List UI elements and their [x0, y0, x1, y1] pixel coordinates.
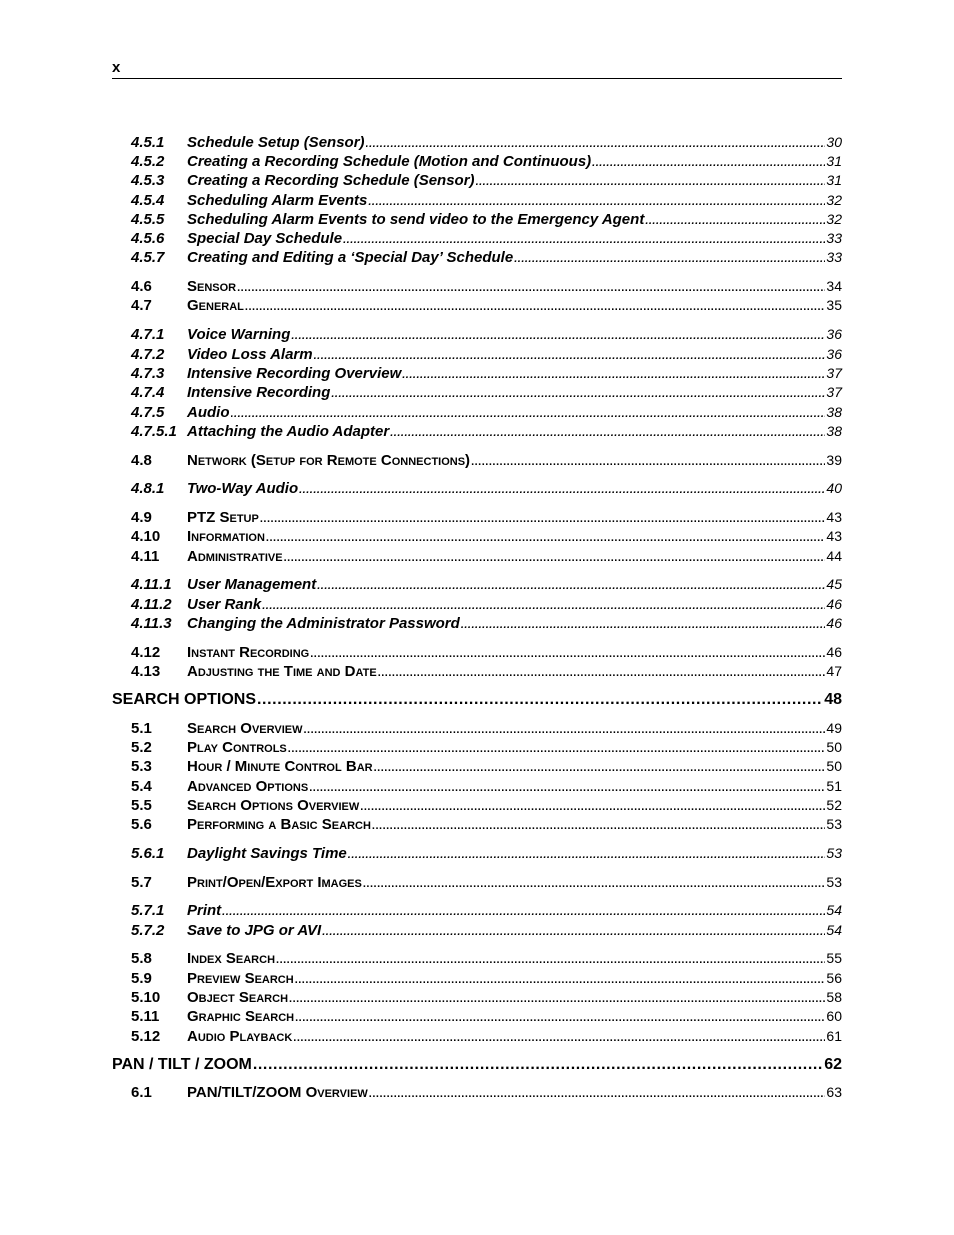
dot-leader	[303, 724, 825, 736]
toc-entry[interactable]	[112, 739, 842, 759]
toc-entry-title: PAN/TILT/ZOOM Overview	[187, 1084, 368, 1101]
toc-entry-page: 36	[826, 326, 842, 342]
toc-entry-title: Instant Recording	[187, 644, 310, 661]
dot-leader	[276, 954, 825, 966]
toc-entry-page: 61	[826, 1028, 842, 1044]
toc-entry-page: 33	[826, 230, 842, 246]
toc-entry-title: PAN / TILT / ZOOM	[112, 1056, 252, 1073]
toc-entry-number: 4.5.2	[131, 153, 165, 170]
toc-entry[interactable]	[112, 384, 842, 404]
toc-entry-number: 4.5.6	[131, 230, 165, 247]
toc-entry-page: 52	[826, 797, 842, 813]
toc-entry-number: 5.3	[131, 758, 152, 775]
dot-leader	[331, 388, 825, 400]
toc-entry-number: 5.5	[131, 797, 152, 814]
toc-entry-title: Daylight Savings Time	[187, 845, 347, 862]
toc-entry-number: 4.12	[131, 644, 161, 661]
toc-entry[interactable]	[112, 758, 842, 778]
toc-entry-page: 46	[826, 596, 842, 612]
toc-entry-title: Print	[187, 902, 222, 919]
toc-entry-title: Special Day Schedule	[187, 230, 343, 247]
toc-entry-number: 5.8	[131, 950, 152, 967]
toc-entry-title: Adjusting the Time and Date	[187, 663, 377, 680]
toc-entry[interactable]	[112, 644, 842, 664]
dot-leader	[471, 456, 825, 468]
dot-leader	[360, 801, 825, 813]
dot-leader	[284, 552, 826, 564]
toc-entry-page: 63	[826, 1084, 842, 1100]
toc-entry-page: 38	[826, 404, 842, 420]
toc-entry-number: 4.5.1	[131, 134, 165, 151]
toc-entry-title: Scheduling Alarm Events to send video to the Emergency Agent	[187, 211, 645, 228]
toc-entry-number: 4.5.5	[131, 211, 165, 228]
toc-entry[interactable]	[112, 615, 842, 635]
toc-entry-number: 4.6	[131, 278, 152, 295]
toc-entry-page: 58	[826, 989, 842, 1005]
toc-entry[interactable]	[112, 778, 842, 798]
toc-entry-number: 4.11	[131, 548, 160, 565]
toc-entry-page: 44	[826, 548, 842, 564]
toc-entry-page: 37	[826, 365, 842, 381]
toc-entry-title: SEARCH OPTIONS	[112, 691, 257, 708]
toc-entry-page: 55	[826, 950, 842, 966]
dot-leader	[369, 1088, 826, 1100]
page-number-roman: x	[112, 59, 121, 76]
toc-entry-number: 5.11	[131, 1008, 160, 1025]
toc-entry[interactable]	[112, 691, 842, 711]
toc-entry-number: 4.8.1	[131, 480, 165, 497]
toc-entry-number: 4.7.4	[131, 384, 165, 401]
toc-entry[interactable]	[112, 596, 842, 616]
dot-leader	[299, 484, 825, 496]
dot-leader	[257, 691, 823, 709]
toc-entry-title: Information	[187, 528, 265, 545]
toc-entry-number: 5.1	[131, 720, 152, 737]
toc-entry-number: 4.11.3	[131, 615, 172, 632]
toc-entry-title: Graphic Search	[187, 1008, 295, 1025]
toc-entry-page: 53	[826, 845, 842, 861]
toc-entry[interactable]	[112, 1028, 842, 1048]
dot-leader	[309, 782, 825, 794]
dot-leader	[322, 926, 825, 938]
toc-entry[interactable]	[112, 404, 842, 424]
dot-leader	[514, 253, 825, 265]
dot-leader	[402, 369, 825, 381]
dot-leader	[592, 157, 825, 169]
toc-entry-number: 4.7.1	[131, 326, 165, 343]
toc-entry-page: 54	[826, 922, 842, 938]
toc-entry-page: 31	[826, 153, 842, 169]
toc-entry[interactable]	[112, 548, 842, 568]
toc-entry-title: Intensive Recording Overview	[187, 365, 402, 382]
toc-entry[interactable]	[112, 230, 842, 250]
toc-entry-title: User Management	[187, 576, 317, 593]
toc-entry-page: 53	[826, 816, 842, 832]
toc-entry[interactable]	[112, 509, 842, 529]
toc-entry[interactable]	[112, 922, 842, 942]
toc-entry[interactable]	[112, 663, 842, 683]
toc-entry-title: Schedule Setup (Sensor)	[187, 134, 365, 151]
toc-entry[interactable]	[112, 874, 842, 894]
toc-entry-title: Performing a Basic Search	[187, 816, 371, 833]
toc-entry[interactable]	[112, 452, 842, 472]
toc-entry-page: 56	[826, 970, 842, 986]
toc-entry-number: 4.13	[131, 663, 161, 680]
toc-entry-number: 5.10	[131, 989, 161, 1006]
toc-entry-page: 51	[826, 778, 842, 794]
dot-leader	[343, 234, 825, 246]
dot-leader	[374, 762, 826, 774]
toc-entry-number: 5.9	[131, 970, 152, 987]
toc-entry-number: 4.7	[131, 297, 152, 314]
toc-entry-title: User Rank	[187, 596, 262, 613]
toc-entry[interactable]	[112, 797, 842, 817]
toc-entry-number: 5.12	[131, 1028, 161, 1045]
toc-entry-title: Creating and Editing a ‘Special Day’ Schedule	[187, 249, 514, 266]
dot-leader	[295, 1012, 825, 1024]
toc-entry-title: Audio	[187, 404, 230, 421]
toc-entry[interactable]	[112, 1084, 842, 1104]
toc-entry-title: Two-Way Audio	[187, 480, 299, 497]
toc-entry-number: 4.7.5.1	[131, 423, 177, 440]
toc-entry-page: 32	[826, 211, 842, 227]
toc-entry-page: 36	[826, 346, 842, 362]
toc-entry[interactable]	[112, 326, 842, 346]
toc-entry-number: 4.5.4	[131, 192, 165, 209]
toc-entry-title: Preview Search	[187, 970, 294, 987]
toc-entry[interactable]	[112, 346, 842, 366]
toc-entry-page: 38	[826, 423, 842, 439]
toc-entry-page: 35	[826, 297, 842, 313]
toc-entry[interactable]	[112, 297, 842, 317]
toc-entry-title: Sensor	[187, 278, 237, 295]
toc-entry[interactable]	[112, 816, 842, 836]
toc-entry[interactable]	[112, 480, 842, 500]
dot-leader	[378, 667, 826, 679]
toc-entry-number: 4.10	[131, 528, 161, 545]
dot-leader	[348, 849, 826, 861]
toc-entry[interactable]	[112, 134, 842, 154]
toc-entry-title: Search Options Overview	[187, 797, 360, 814]
toc-entry-page: 50	[826, 739, 842, 755]
toc-entry-page: 54	[826, 902, 842, 918]
toc-entry[interactable]	[112, 172, 842, 192]
toc-entry-page: 53	[826, 874, 842, 890]
toc-entry-page: 43	[826, 509, 842, 525]
page-header	[112, 60, 842, 79]
toc-entry-page: 31	[826, 172, 842, 188]
toc-entry-title: PTZ Setup	[187, 509, 259, 526]
toc-entry-number: 4.11.2	[131, 596, 172, 613]
toc-entry-page: 46	[826, 644, 842, 660]
dot-leader	[317, 580, 825, 592]
dot-leader	[291, 330, 825, 342]
toc-entry-page: 60	[826, 1008, 842, 1024]
toc-entry-page: 40	[826, 480, 842, 496]
toc-entry-title: Creating a Recording Schedule (Motion and Continuous)	[187, 153, 592, 170]
toc-entry-page: 39	[826, 452, 842, 468]
toc-entry-number: 5.6.1	[131, 845, 165, 862]
toc-entry-number: 6.1	[131, 1084, 152, 1101]
toc-entry-number: 5.7.1	[131, 902, 165, 919]
toc-entry-page: 32	[826, 192, 842, 208]
toc-entry[interactable]	[112, 950, 842, 970]
toc-entry[interactable]	[112, 249, 842, 269]
dot-leader	[260, 513, 826, 525]
toc-entry[interactable]	[112, 989, 842, 1009]
dot-leader	[245, 301, 826, 313]
toc-entry-page: 49	[826, 720, 842, 736]
dot-leader	[310, 648, 825, 660]
toc-entry[interactable]	[112, 576, 842, 596]
toc-entry-title: Index Search	[187, 950, 276, 967]
toc-entry-title: Print/Open/Export Images	[187, 874, 362, 891]
toc-entry-title: Administrative	[187, 548, 283, 565]
toc-entry[interactable]	[112, 1008, 842, 1028]
toc-entry-number: 5.4	[131, 778, 152, 795]
toc-entry-number: 4.7.5	[131, 404, 165, 421]
toc-entry[interactable]	[112, 1056, 842, 1076]
dot-leader	[476, 176, 826, 188]
toc-entry-page: 47	[826, 663, 842, 679]
dot-leader	[222, 906, 825, 918]
dot-leader	[372, 820, 826, 832]
dot-leader	[645, 215, 825, 227]
toc-entry[interactable]	[112, 720, 842, 740]
dot-leader	[293, 1032, 825, 1044]
toc-entry-title: Hour / Minute Control Bar	[187, 758, 373, 775]
toc-entry-page: 48	[824, 691, 842, 708]
toc-entry-page: 30	[826, 134, 842, 150]
toc-entry-number: 5.6	[131, 816, 152, 833]
dot-leader	[368, 196, 825, 208]
toc-entry-title: Save to JPG or AVI	[187, 922, 322, 939]
dot-leader	[363, 878, 826, 890]
toc-entry-title: Audio Playback	[187, 1028, 293, 1045]
toc-entry[interactable]	[112, 970, 842, 990]
toc-entry-title: Scheduling Alarm Events	[187, 192, 368, 209]
toc-entry-number: 5.2	[131, 739, 152, 756]
toc-entry-page: 34	[826, 278, 842, 294]
toc-entry[interactable]	[112, 423, 842, 443]
toc-entry-page: 37	[826, 384, 842, 400]
dot-leader	[295, 974, 826, 986]
dot-leader	[288, 743, 826, 755]
toc-entry-title: Play Controls	[187, 739, 287, 756]
toc-entry-page: 33	[826, 249, 842, 265]
dot-leader	[461, 619, 826, 631]
toc-entry-page: 62	[824, 1056, 842, 1073]
toc-entry[interactable]	[112, 365, 842, 385]
toc-entry[interactable]	[112, 528, 842, 548]
toc-entry-number: 5.7.2	[131, 922, 165, 939]
toc-entry[interactable]	[112, 192, 842, 212]
toc-entry-number: 5.7	[131, 874, 152, 891]
dot-leader	[253, 1056, 823, 1074]
toc-entry-number: 4.7.2	[131, 346, 165, 363]
toc-entry[interactable]	[112, 278, 842, 298]
toc-entry-page: 43	[826, 528, 842, 544]
toc-entry-number: 4.11.1	[131, 576, 172, 593]
dot-leader	[390, 427, 825, 439]
dot-leader	[237, 282, 825, 294]
toc-entry-number: 4.5.7	[131, 249, 165, 266]
toc-entry[interactable]	[112, 153, 842, 173]
toc-entry-title: Intensive Recording	[187, 384, 331, 401]
toc-entry-number: 4.7.3	[131, 365, 165, 382]
toc-entry-title: Network (Setup for Remote Connections)	[187, 452, 471, 469]
dot-leader	[314, 350, 826, 362]
toc-entry-title: Video Loss Alarm	[187, 346, 313, 363]
toc-entry-title: Search Overview	[187, 720, 303, 737]
toc-entry-title: Voice Warning	[187, 326, 291, 343]
dot-leader	[266, 532, 826, 544]
toc-entry[interactable]	[112, 211, 842, 231]
toc-entry-page: 46	[826, 615, 842, 631]
toc-entry-title: Object Search	[187, 989, 289, 1006]
toc-entry-page: 50	[826, 758, 842, 774]
toc-entry[interactable]	[112, 902, 842, 922]
toc-entry-title: Attaching the Audio Adapter	[187, 423, 390, 440]
toc-entry-number: 4.8	[131, 452, 152, 469]
toc-entry-title: Changing the Administrator Password	[187, 615, 460, 632]
dot-leader	[366, 138, 826, 150]
dot-leader	[262, 600, 825, 612]
toc-entry-number: 4.9	[131, 509, 152, 526]
dot-leader	[289, 993, 825, 1005]
toc-entry[interactable]	[112, 845, 842, 865]
toc-entry-number: 4.5.3	[131, 172, 165, 189]
toc-entry-page: 45	[826, 576, 842, 592]
toc-entry-title: Advanced Options	[187, 778, 309, 795]
toc-entry-title: Creating a Recording Schedule (Sensor)	[187, 172, 475, 189]
dot-leader	[231, 408, 826, 420]
toc-entry-title: General	[187, 297, 244, 314]
